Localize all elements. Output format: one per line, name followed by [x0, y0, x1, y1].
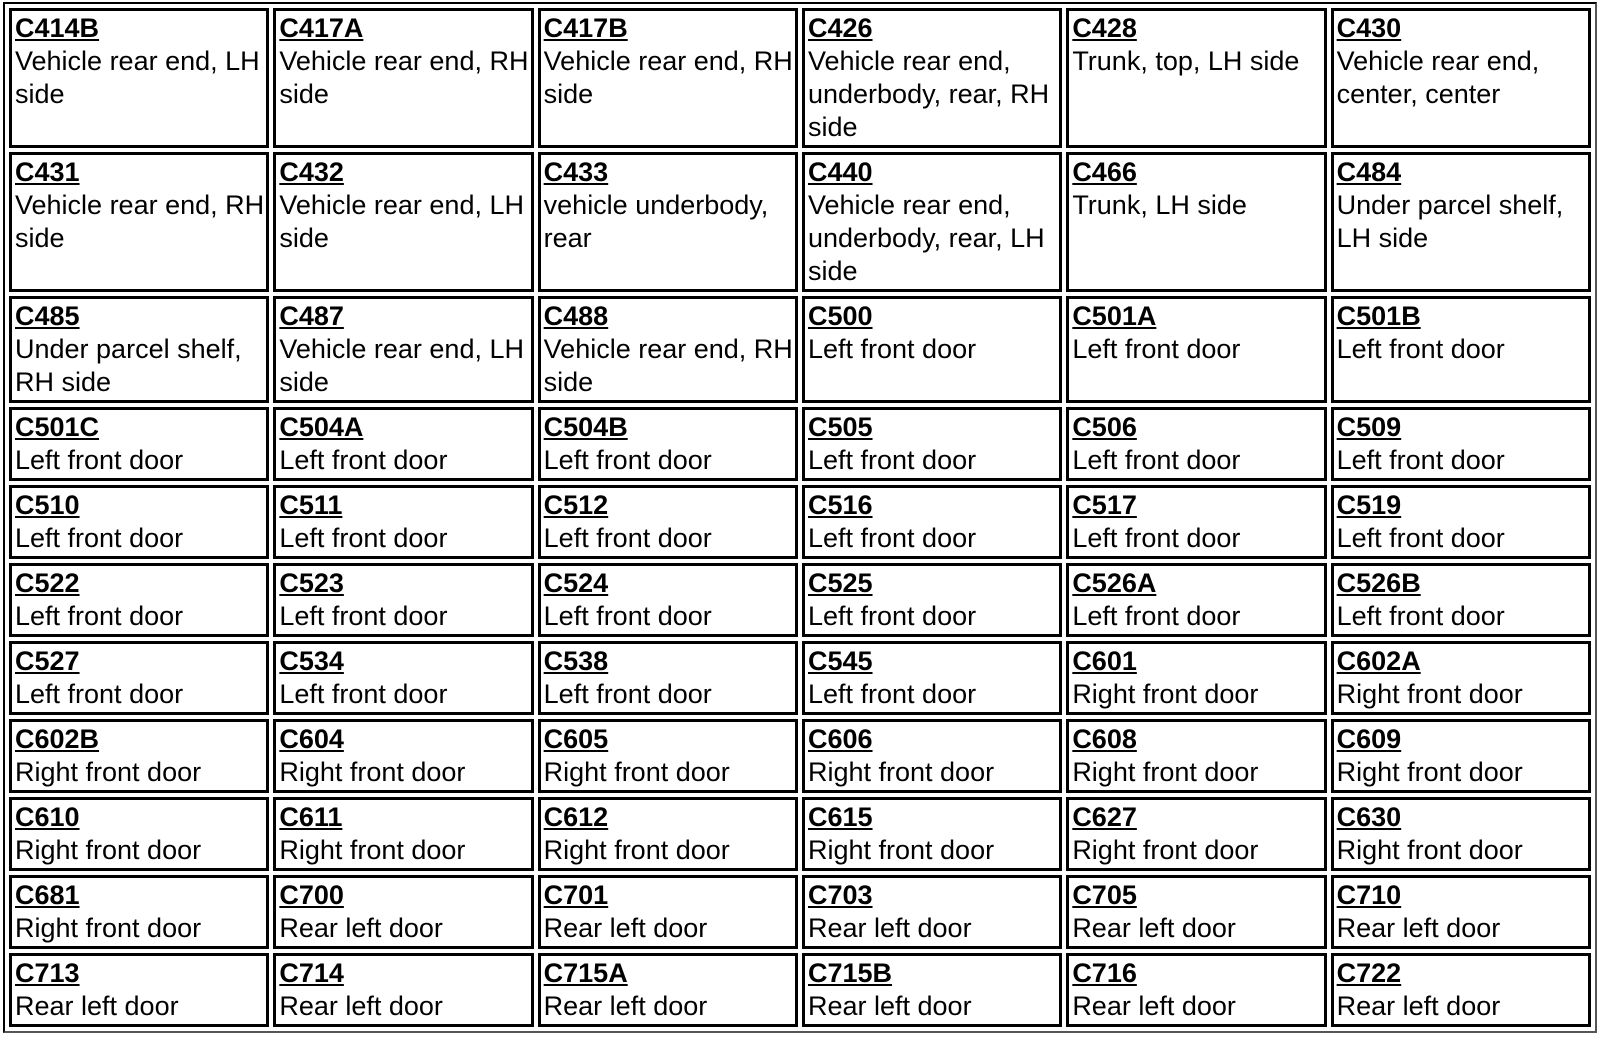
connector-location-text: Left front door: [1072, 445, 1241, 475]
connector-cell: [802, 8, 1062, 148]
connector-location-text: Vehicle rear end, underbody, rear, RH side: [807, 46, 1050, 142]
table-row: [9, 641, 1591, 715]
connector-cell: [1066, 485, 1326, 559]
connector-location-text: Vehicle rear end, RH side: [543, 46, 793, 109]
connector-cell: [538, 797, 798, 871]
connector-code-link[interactable]: C606: [807, 724, 873, 754]
connector-code-link[interactable]: C488: [543, 301, 609, 331]
connector-location-text: Rear left door: [279, 913, 443, 943]
connector-code-link[interactable]: C487: [279, 301, 344, 331]
connector-cell: [9, 152, 269, 292]
connector-location-text: Right front door: [1336, 679, 1523, 709]
table-row: [9, 8, 1591, 148]
connector-location-text: vehicle underbody, rear: [543, 190, 769, 253]
connector-location-text: Right front door: [15, 835, 202, 865]
connector-code-link[interactable]: C510: [15, 490, 80, 520]
connector-location-text: Right front door: [1336, 757, 1523, 787]
connector-code-link[interactable]: C710: [1336, 880, 1402, 910]
connector-code-link[interactable]: C525: [807, 568, 873, 598]
connector-code-link[interactable]: C440: [807, 157, 873, 187]
connector-cell: [1331, 719, 1591, 793]
connector-cell: [802, 953, 1062, 1027]
connector-cell: [802, 296, 1062, 403]
connector-location-text: Right front door: [279, 757, 466, 787]
connector-code-link[interactable]: C505: [807, 412, 873, 442]
connector-cell: [273, 485, 533, 559]
connector-location-text: Right front door: [15, 913, 202, 943]
connector-code-link[interactable]: C504A: [279, 412, 364, 442]
connector-cell: [273, 797, 533, 871]
connector-location-text: Left front door: [807, 445, 977, 475]
connector-code-link[interactable]: C701: [543, 880, 609, 910]
connector-cell: [1331, 485, 1591, 559]
table-row: [9, 563, 1591, 637]
connector-location-text: Trunk, top, LH side: [1072, 46, 1300, 76]
connector-code-link[interactable]: C534: [279, 646, 344, 676]
connector-cell: [1331, 563, 1591, 637]
connector-cell: [273, 152, 533, 292]
connector-cell: [802, 875, 1062, 949]
connector-code-link[interactable]: C501C: [15, 412, 100, 442]
connector-location-text: Left front door: [543, 601, 712, 631]
connector-code-link[interactable]: C432: [279, 157, 344, 187]
connector-location-text: Vehicle rear end, RH side: [543, 334, 793, 397]
connector-location-text: Rear left door: [279, 991, 443, 1021]
connector-code-link[interactable]: C612: [543, 802, 609, 832]
connector-cell: [9, 8, 269, 148]
connector-location-text: Vehicle rear end, RH side: [279, 46, 529, 109]
connector-code-link[interactable]: C417A: [279, 13, 364, 43]
connector-location-text: Rear left door: [15, 991, 179, 1021]
table-row: [9, 485, 1591, 559]
connector-cell: [802, 152, 1062, 292]
connector-code-link[interactable]: C516: [807, 490, 873, 520]
connector-location-text: Trunk, LH side: [1072, 190, 1247, 220]
connector-cell: [273, 8, 533, 148]
connector-cell: [1066, 641, 1326, 715]
connector-code-link[interactable]: C500: [807, 301, 873, 331]
connector-cell: [9, 875, 269, 949]
connector-location-text: Right front door: [543, 757, 730, 787]
connector-location-text: Left front door: [543, 445, 712, 475]
connector-cell: [1331, 8, 1591, 148]
connector-code-link[interactable]: C713: [15, 958, 80, 988]
connector-code-link[interactable]: C610: [15, 802, 80, 832]
connector-cell: [273, 296, 533, 403]
connector-cell: [1331, 407, 1591, 481]
connector-location-text: Left front door: [279, 601, 448, 631]
connector-cell: [538, 953, 798, 1027]
connector-cell: [1066, 8, 1326, 148]
connector-location-text: Left front door: [15, 601, 184, 631]
connector-code-link[interactable]: C430: [1336, 13, 1402, 43]
connector-location-text: Rear left door: [807, 991, 972, 1021]
connector-cell: [1066, 875, 1326, 949]
connector-code-link[interactable]: C602A: [1336, 646, 1421, 676]
connector-location-text: Left front door: [279, 523, 448, 553]
connector-cell: [9, 563, 269, 637]
connector-cell: [1066, 797, 1326, 871]
connector-code-link[interactable]: C608: [1072, 724, 1137, 754]
connector-location-text: Right front door: [1072, 835, 1259, 865]
connector-location-text: Rear left door: [543, 991, 708, 1021]
connector-code-link[interactable]: C700: [279, 880, 344, 910]
connector-location-text: Right front door: [15, 757, 202, 787]
connector-cell: [538, 152, 798, 292]
connector-code-link[interactable]: C431: [15, 157, 80, 187]
connector-cell: [1331, 953, 1591, 1027]
connector-cell: [1066, 152, 1326, 292]
connector-location-text: Left front door: [807, 679, 977, 709]
connector-cell: [538, 563, 798, 637]
connector-code-link[interactable]: C526A: [1072, 568, 1157, 598]
connector-cell: [1066, 719, 1326, 793]
connector-code-link[interactable]: C714: [279, 958, 344, 988]
connector-location-text: Left front door: [807, 601, 977, 631]
connector-code-link[interactable]: C527: [15, 646, 80, 676]
connector-location-text: Right front door: [1072, 679, 1259, 709]
connector-cell: [9, 296, 269, 403]
connector-code-link[interactable]: C504B: [543, 412, 628, 442]
connector-cell: [802, 563, 1062, 637]
connector-cell: [538, 485, 798, 559]
connector-cell: [273, 641, 533, 715]
connector-location-text: Vehicle rear end, LH side: [279, 190, 524, 253]
connector-cell: [9, 641, 269, 715]
connector-location-text: Rear left door: [543, 913, 708, 943]
table-row: [9, 152, 1591, 292]
table-row: [9, 797, 1591, 871]
connector-location-text: Rear left door: [1072, 913, 1236, 943]
connector-code-link[interactable]: C703: [807, 880, 873, 910]
table-row: [9, 719, 1591, 793]
connector-code-link[interactable]: C519: [1336, 490, 1402, 520]
connector-location-text: Left front door: [1072, 334, 1241, 364]
connector-code-link[interactable]: C705: [1072, 880, 1137, 910]
connector-code-link[interactable]: C715B: [807, 958, 893, 988]
connector-location-text: Right front door: [1072, 757, 1259, 787]
connector-location-text: Left front door: [15, 679, 184, 709]
connector-cell: [538, 641, 798, 715]
connector-cell: [538, 8, 798, 148]
connector-location-text: Left front door: [15, 445, 184, 475]
connector-location-text: Under parcel shelf, RH side: [15, 334, 242, 397]
connector-location-text: Rear left door: [1336, 991, 1501, 1021]
connector-code-link[interactable]: C605: [543, 724, 609, 754]
connector-location-text: Left front door: [279, 445, 448, 475]
connector-location-text: Under parcel shelf, LH side: [1336, 190, 1564, 253]
connector-cell: [273, 875, 533, 949]
connector-code-link[interactable]: C428: [1072, 13, 1137, 43]
connector-cell: [273, 953, 533, 1027]
connector-code-link[interactable]: C602B: [15, 724, 100, 754]
connector-location-text: Left front door: [1336, 601, 1505, 631]
connector-cell: [9, 797, 269, 871]
connector-cell: [1066, 407, 1326, 481]
connector-location-text: Left front door: [807, 523, 977, 553]
connector-code-link[interactable]: C417B: [543, 13, 628, 43]
connector-code-link[interactable]: C522: [15, 568, 80, 598]
table-row: [9, 407, 1591, 481]
connector-cell: [802, 485, 1062, 559]
connector-location-text: Left front door: [807, 334, 977, 364]
connector-location-text: Left front door: [543, 679, 712, 709]
connector-location-text: Vehicle rear end, LH side: [15, 46, 260, 109]
connector-code-link[interactable]: C512: [543, 490, 609, 520]
connector-code-link[interactable]: C609: [1336, 724, 1402, 754]
connector-code-link[interactable]: C523: [279, 568, 344, 598]
table-row: [9, 953, 1591, 1027]
connector-cell: [802, 641, 1062, 715]
connector-location-text: Right front door: [807, 835, 995, 865]
connector-code-link[interactable]: C501B: [1336, 301, 1421, 331]
connector-table-body: [9, 8, 1591, 1027]
connector-code-link[interactable]: C524: [543, 568, 609, 598]
connector-location-text: Right front door: [279, 835, 466, 865]
connector-code-link[interactable]: C433: [543, 157, 609, 187]
connector-location-text: Left front door: [1336, 523, 1505, 553]
connector-cell: [538, 875, 798, 949]
connector-cell: [1331, 641, 1591, 715]
connector-code-link[interactable]: C484: [1336, 157, 1402, 187]
connector-location-text: Vehicle rear end, LH side: [279, 334, 524, 397]
connector-code-link[interactable]: C681: [15, 880, 80, 910]
connector-cell: [9, 719, 269, 793]
connector-code-link[interactable]: C526B: [1336, 568, 1421, 598]
connector-cell: [1066, 953, 1326, 1027]
connector-cell: [9, 485, 269, 559]
connector-cell: [9, 953, 269, 1027]
connector-code-link[interactable]: C538: [543, 646, 609, 676]
connector-location-text: Right front door: [543, 835, 730, 865]
connector-cell: [802, 407, 1062, 481]
connector-code-link[interactable]: C426: [807, 13, 873, 43]
connector-location-text: Rear left door: [1336, 913, 1501, 943]
connector-cell: [273, 563, 533, 637]
connector-cell: [273, 407, 533, 481]
connector-location-text: Right front door: [807, 757, 995, 787]
connector-code-link[interactable]: C501A: [1072, 301, 1157, 331]
connector-cell: [1066, 296, 1326, 403]
connector-location-text: Right front door: [1336, 835, 1523, 865]
connector-location-text: Left front door: [1336, 445, 1505, 475]
connector-cell: [538, 407, 798, 481]
connector-code-link[interactable]: C511: [279, 490, 343, 520]
connector-cell: [538, 719, 798, 793]
connector-code-link[interactable]: C630: [1336, 802, 1402, 832]
connector-location-text: Vehicle rear end, RH side: [15, 190, 265, 253]
connector-cell: [1331, 875, 1591, 949]
connector-cell: [802, 797, 1062, 871]
connector-code-link[interactable]: C722: [1336, 958, 1402, 988]
connector-code-link[interactable]: C545: [807, 646, 873, 676]
connector-cell: [1331, 152, 1591, 292]
connector-code-link[interactable]: C627: [1072, 802, 1137, 832]
connector-code-link[interactable]: C506: [1072, 412, 1137, 442]
connector-location-text: Left front door: [279, 679, 448, 709]
connector-cell: [273, 719, 533, 793]
connector-location-text: Left front door: [15, 523, 184, 553]
connector-location-text: Left front door: [1336, 334, 1505, 364]
connector-location-table: [3, 2, 1597, 1033]
connector-location-text: Left front door: [1072, 601, 1241, 631]
connector-code-link[interactable]: C466: [1072, 157, 1137, 187]
connector-location-text: Rear left door: [807, 913, 972, 943]
table-row: [9, 296, 1591, 403]
connector-location-text: Vehicle rear end, center, center: [1336, 46, 1540, 109]
connector-cell: [802, 719, 1062, 793]
connector-cell: [1331, 296, 1591, 403]
connector-code-link[interactable]: C716: [1072, 958, 1137, 988]
connector-cell: [1331, 797, 1591, 871]
connector-code-link[interactable]: C615: [807, 802, 873, 832]
connector-code-link[interactable]: C611: [279, 802, 343, 832]
connector-location-text: Left front door: [543, 523, 712, 553]
connector-code-link[interactable]: C604: [279, 724, 344, 754]
connector-code-link[interactable]: C517: [1072, 490, 1137, 520]
connector-location-text: Vehicle rear end, underbody, rear, LH side: [807, 190, 1045, 286]
table-row: [9, 875, 1591, 949]
connector-location-text: Rear left door: [1072, 991, 1236, 1021]
connector-code-link[interactable]: C601: [1072, 646, 1137, 676]
connector-location-text: Left front door: [1072, 523, 1241, 553]
connector-code-link[interactable]: C414B: [15, 13, 100, 43]
connector-cell: [9, 407, 269, 481]
connector-code-link[interactable]: C715A: [543, 958, 628, 988]
connector-code-link[interactable]: C509: [1336, 412, 1402, 442]
connector-code-link[interactable]: C485: [15, 301, 80, 331]
connector-cell: [538, 296, 798, 403]
connector-cell: [1066, 563, 1326, 637]
